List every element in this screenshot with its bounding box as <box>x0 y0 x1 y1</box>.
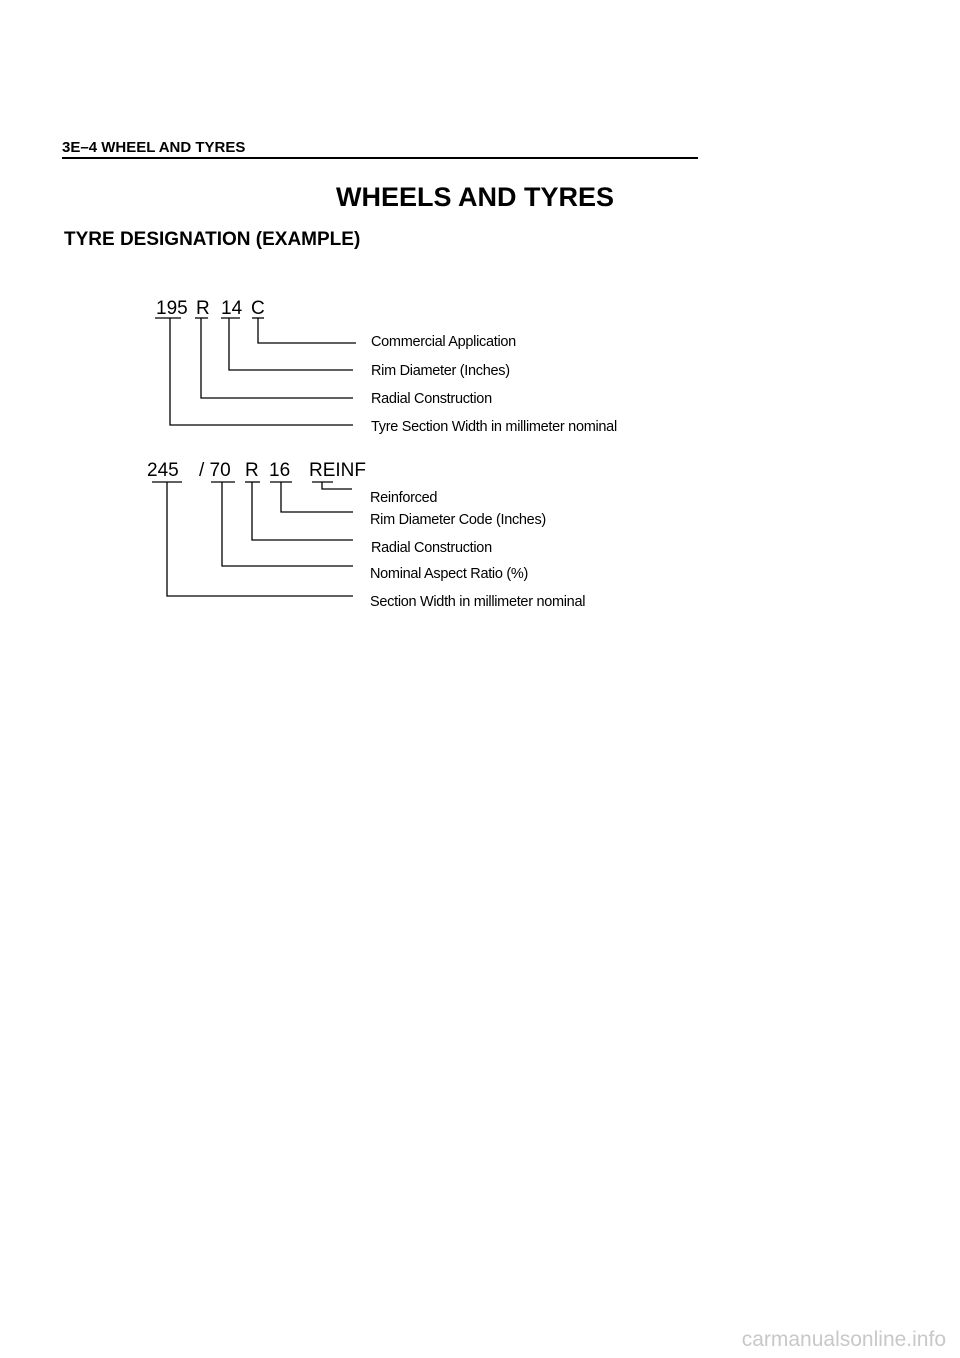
code2-rim-diameter: 16 <box>269 460 291 481</box>
label-commercial-application: Commercial Application <box>371 334 516 350</box>
example2-leaders <box>152 482 353 596</box>
code-commercial: C <box>251 298 265 319</box>
label-radial-construction-2: Radial Construction <box>371 540 492 556</box>
code-radial: R <box>196 298 210 319</box>
code-rim-diameter: 14 <box>221 298 243 319</box>
code2-reinforced: REINF <box>309 460 366 481</box>
code-section-width: 195 <box>156 298 188 319</box>
label-rim-diameter-code: Rim Diameter Code (Inches) <box>370 512 546 528</box>
label-nominal-aspect-ratio: Nominal Aspect Ratio (%) <box>370 566 528 582</box>
page-header: 3E–4 WHEEL AND TYRES <box>62 139 246 156</box>
page-title-text: WHEELS AND TYRES <box>335 182 614 212</box>
section-subtitle: TYRE DESIGNATION (EXAMPLE) <box>64 229 361 250</box>
label-reinforced: Reinforced <box>370 490 438 506</box>
watermark-text: carmanualsonline.info <box>741 1328 946 1351</box>
label-radial-construction: Radial Construction <box>371 391 492 407</box>
label-section-width: Section Width in millimeter nominal <box>370 594 586 610</box>
example1-leaders <box>155 318 356 425</box>
label-rim-diameter: Rim Diameter (Inches) <box>371 363 510 379</box>
label-tyre-section-width: Tyre Section Width in millimeter nominal <box>371 419 617 435</box>
code2-aspect-ratio: / 70 <box>199 460 231 481</box>
code2-radial: R <box>245 460 259 481</box>
code2-section-width: 245 <box>147 460 179 481</box>
